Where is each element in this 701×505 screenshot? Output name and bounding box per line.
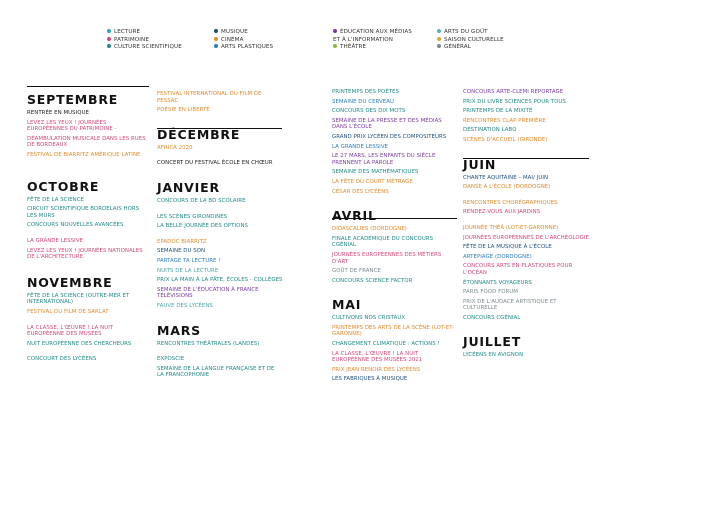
event-item: CHANGEMENT CLIMATIQUE : ACTIONS ! bbox=[332, 341, 440, 348]
event-item: FESTIVAL DE BIARRITZ AMÉRIQUE LATINE bbox=[27, 151, 141, 158]
event-item: JOURNÉES EUROPÉENNES DES MÉTIERS D'ART bbox=[332, 251, 442, 265]
event-item: RENCONTRES CHORÉGRAPHIQUES bbox=[463, 199, 558, 206]
event-item: LE 27 MARS, LES ENFANTS DU SIÈCLE PRENNENT LA PAROLE bbox=[332, 153, 436, 166]
legend-item-arts-plastiques: ARTS PLASTIQUES bbox=[214, 44, 273, 52]
event-item: SEMAINE DES MATHÉMATIQUES bbox=[332, 169, 419, 176]
event-item: PRINTEMPS DES ARTS DE LA SCÈNE (LOT-ET-GARONNE) bbox=[332, 324, 455, 338]
dot-icon bbox=[107, 44, 111, 48]
event-item: PRINTEMPS DE LA MIXITÉ bbox=[463, 108, 533, 115]
column-3 bbox=[332, 89, 457, 386]
event-item: LEVEZ LES YEUX ! JOURNÉES EUROPÉENNES DU PATRIMOINE - bbox=[27, 119, 117, 133]
legend-item-cinema: CINÉMA bbox=[214, 37, 273, 45]
event-item: FÊTE DE LA SCIENCE bbox=[27, 196, 85, 203]
dot-icon bbox=[333, 44, 337, 48]
event-item: RENCONTRES CLAP PREMIÈRE bbox=[463, 117, 546, 124]
event-item: CONCOURS DES DIX MOTS bbox=[332, 108, 406, 115]
event-item: CHANTE AQUITAINE – MAI/ JUIN bbox=[463, 174, 549, 181]
event-item: FÊTE DE LA SCIENCE (OUTRE-MER ET INTERNATIONAL) bbox=[27, 292, 130, 306]
event-item: LA BELLE JOURNÉE DES OPTIONS bbox=[157, 223, 249, 230]
event-item: SEMAINE DE LA PRESSE ET DES MÉDIAS DANS L'ÉCOLE bbox=[332, 117, 442, 131]
event-item: SEMAINE DU SON bbox=[157, 248, 206, 255]
event-item: ÉTONNANTS VOYAGEURS bbox=[463, 279, 532, 286]
event-item: PRIX JEAN RENOIR DES LYCÉENS bbox=[332, 366, 421, 373]
event-item: LA CLASSE, L'ŒUVRE ! LA NUIT EUROPÉENNE DES MUSÉES bbox=[27, 324, 114, 338]
event-item: PRIX DU LIVRE SCIENCES POUR TOUS bbox=[463, 98, 566, 105]
dot-icon bbox=[437, 44, 441, 48]
event-item: CONCOURS NOUVELLES AVANCÉES bbox=[27, 222, 124, 229]
event-item: CONCOURT DES LYCÉENS bbox=[27, 356, 97, 363]
event-item: AFRICA 2020 bbox=[157, 144, 193, 151]
legend-item-general: GÉNÉRAL bbox=[437, 44, 504, 52]
event-item: NUIT EUROPÉENNE DES CHERCHEURS bbox=[27, 340, 132, 347]
dot-icon bbox=[214, 29, 218, 33]
legend-item-patrimoine: PATRIMOINE bbox=[107, 37, 182, 45]
event-item: FESTIVAL INTERNATIONAL DU FILM DE PESSAC bbox=[157, 91, 262, 104]
month-heading-novembre: NOVEMBRE bbox=[27, 274, 113, 290]
event-item: PRIX DE L'AUDACE ARTISTIQUE ET CULTURELLE bbox=[463, 298, 557, 312]
event-item: RENTRÉE EN MUSIQUE bbox=[27, 110, 90, 116]
divider bbox=[27, 86, 149, 87]
event-item: ARTEPIAGE (DORDOGNE) bbox=[463, 253, 532, 260]
month-heading-avril: AVRIL bbox=[332, 208, 377, 224]
dot-icon bbox=[437, 29, 441, 33]
event-item: CONCOURS CGÉNIAL bbox=[463, 314, 521, 321]
event-item: RENDEZ-VOUS AUX JARDINS bbox=[463, 209, 541, 216]
dot-icon bbox=[107, 37, 111, 41]
legend-item-lecture: LECTURE bbox=[107, 29, 182, 37]
event-item: PRIX LA MAIN À LA PÂTE, ÉCOLES - COLLÈGES bbox=[157, 277, 283, 284]
event-item: NUITS DE LA LECTURE bbox=[157, 267, 219, 274]
event-item: LA CLASSE, L'ŒUVRE ! LA NUIT EUROPÉENNE DES MUSÉES 2021 bbox=[332, 350, 423, 364]
event-item: LA GRANDE LESSIVE bbox=[27, 237, 84, 244]
month-heading-octobre: OCTOBRE bbox=[27, 178, 100, 194]
legend-group-4 bbox=[437, 29, 504, 52]
divider bbox=[157, 128, 282, 129]
event-item: FESTIVAL DU FILM DE SARLAT bbox=[27, 308, 109, 315]
month-heading-mars: MARS bbox=[157, 322, 201, 338]
month-heading-septembre: SEPTEMBRE bbox=[27, 92, 119, 107]
event-item: CONCOURS ARTE-CLEMI REPORTAGE bbox=[463, 89, 564, 95]
event-item: SEMAINE DE L'ÉDUCATION À FRANCE TÉLÉVISIONS bbox=[157, 286, 259, 300]
month-heading-juin: JUIN bbox=[463, 156, 497, 172]
event-item: CÉSAR DES LYCÉENS bbox=[332, 188, 389, 195]
event-item: SEMAINE DE LA LANGUE FRANÇAISE ET DE LA FRANCOPHONIE bbox=[157, 365, 275, 379]
event-item: DÉAMBULATION MUSICALE DANS LES RUES DE BORDEAUX bbox=[27, 135, 146, 149]
event-item: LYCÉENS EN AVIGNON bbox=[463, 352, 524, 359]
dot-icon bbox=[214, 37, 218, 41]
event-item: CONCOURS ARTS EN PLASTIQUES POUR L'OCÉAN bbox=[463, 263, 573, 276]
legend-item-culture-scientifique: CULTURE SCIENTIFIQUE bbox=[107, 44, 182, 52]
event-item: CONCOURS SCIENCE FACTOR bbox=[332, 277, 413, 284]
event-item: EXPOSCIE bbox=[157, 356, 185, 363]
event-item: DIDASCALIES (DORDOGNE) bbox=[332, 226, 407, 233]
event-item: SCÈNES D'ACCUEIL (GIRONDE) bbox=[463, 136, 548, 143]
event-item: CULTIVONS NOS CRISTAUX bbox=[332, 315, 406, 322]
event-item: PRINTEMPS DES POÈTES bbox=[332, 89, 400, 95]
event-item: CIRCUIT SCIENTIFIQUE BORDELAIS HORS LES MURS bbox=[27, 206, 140, 219]
legend-group-2 bbox=[214, 29, 273, 52]
event-item: SEMAINE DU CERVEAU bbox=[332, 98, 394, 105]
event-item: FÊTE DE LA MUSIQUE À L'ÉCOLE bbox=[463, 244, 552, 251]
event-item: JOURNÉES EUROPÉENNES DE L'ARCHÉOLOGIE bbox=[463, 234, 589, 241]
column-4 bbox=[463, 89, 589, 362]
event-item: RENCONTRES THÉÂTRALES (LANDES) bbox=[157, 340, 260, 347]
event-item: LEVEZ LES YEUX ! JOURNÉES NATIONALES DE L'ARCHITECTURE bbox=[27, 247, 143, 261]
divider bbox=[463, 158, 589, 159]
dot-icon bbox=[437, 37, 441, 41]
event-item: LES SCÈNES GIRONDINES bbox=[157, 213, 228, 220]
event-item: DANSE À L'ÉCOLE (DORDOGNE) bbox=[463, 184, 551, 191]
dot-icon bbox=[214, 44, 218, 48]
legend-group-1 bbox=[107, 29, 182, 52]
event-item: FINALE ACADÉMIQUE DU CONCOURS CGÉNIAL bbox=[332, 235, 434, 249]
legend-item-theatre: THÉÂTRE bbox=[333, 44, 412, 52]
event-item: EPADOC BIARRITZ bbox=[157, 238, 207, 245]
month-heading-janvier: JANVIER bbox=[157, 179, 220, 195]
legend-item-musique: MUSIQUE bbox=[214, 29, 273, 37]
event-item: DESTINATION LABO bbox=[463, 127, 517, 134]
event-item: JOURNÉE THÉÂ (LOT-ET-GARONNE) bbox=[463, 224, 559, 231]
event-item: PARTAGE TA LECTURE ! bbox=[157, 257, 221, 264]
legend-item-saison-culturelle: SAISON CULTURELLE bbox=[437, 37, 504, 45]
event-item: CONCERT DU FESTIVAL ÉCOLE EN CHŒUR bbox=[157, 160, 273, 167]
legend-group-3 bbox=[333, 29, 412, 52]
month-heading-mai: MAI bbox=[332, 297, 362, 313]
event-item: FAUVE DES LYCÉENS bbox=[157, 302, 213, 309]
month-heading-juillet: JUILLET bbox=[463, 334, 522, 350]
legend-item-education-medias: ÉDUCATION AUX MÉDIAS ET À L'INFORMATION bbox=[333, 29, 412, 43]
dot-icon bbox=[107, 29, 111, 33]
event-item: LA GRANDE LESSIVE bbox=[332, 143, 389, 150]
event-item: CONCOURS DE LA BD SCOLAIRE bbox=[157, 197, 246, 204]
event-item: GOÛT DE FRANCE bbox=[332, 268, 381, 275]
event-item: POÉSIE EN LIBERTÉ bbox=[157, 107, 210, 114]
month-heading-decembre: DÉCEMBRE bbox=[157, 126, 241, 142]
column-1 bbox=[27, 88, 149, 366]
divider bbox=[332, 218, 457, 219]
event-item: PARIS FOOD FORUM bbox=[463, 289, 519, 296]
event-item: LA FÊTE DU COURT MÉTRAGE bbox=[332, 178, 413, 185]
dot-icon bbox=[333, 29, 337, 33]
column-2 bbox=[157, 91, 283, 382]
event-item: GRAND PRIX LYCÉEN DES COMPOSITEURS bbox=[332, 133, 447, 140]
legend-item-arts-du-gout: ARTS DU GOÛT bbox=[437, 29, 504, 37]
event-item: LES FABRIQUES À MUSIQUE bbox=[332, 376, 408, 383]
